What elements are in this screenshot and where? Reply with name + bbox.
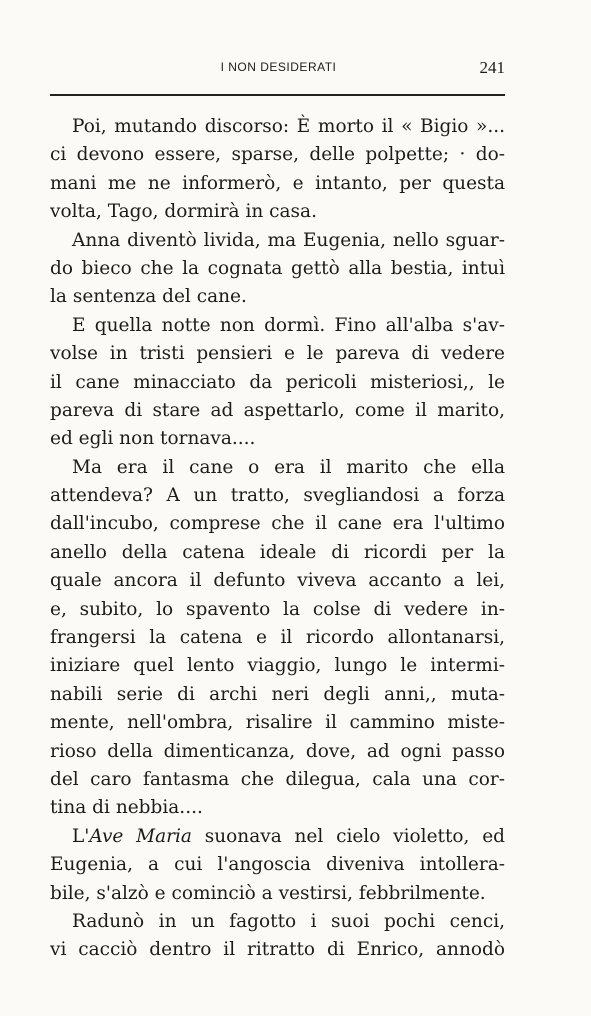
ave-maria-prefix: L' [72,825,90,847]
text-line: Anna diventò livida, ma Eugenia, nello sguar- [72,229,505,251]
text-line: ci devono essere, sparse, delle polpette; · do- [50,144,505,166]
text-line: del caro fantasma che dilegua, cala una cor- [50,768,505,790]
text-line: anello della catena ideale di ricordi per la [50,541,505,563]
ave-maria-rest: suonava nel cielo violetto, ed [204,825,505,847]
text-line: iniziare quel lento viaggio, lungo le intermi- [50,655,505,677]
text-line: mente, nell'ombra, risalire il cammino miste- [50,712,505,734]
text-line: Radunò in un fagotto i suoi pochi cenci, [72,910,505,932]
text-line: attendeva? A un tratto, svegliandosi a forza [50,485,505,507]
text-line: nabili serie di archi neri degli anni,, muta- [50,683,505,705]
text-line: volse in tristi pensieri e le pareva di vedere [50,343,505,365]
text-line: quale ancora il defunto viveva accanto a lei, [50,570,505,592]
body-text [50,113,505,965]
text-line: ed egli non tornava.... [50,428,256,450]
text-line: volta, Tago, dormirà in casa. [50,201,317,223]
text-line: Ma era il cane o era il marito che ella [72,456,505,478]
running-head [52,60,505,82]
page-number: 241 [479,58,505,77]
text-line: Eugenia, a cui l'angoscia diveniva intollera- [50,854,505,876]
text-line: E quella notte non dormì. Fino all'alba s'av- [72,314,505,336]
header-rule [50,94,505,96]
text-line: e, subito, lo spavento la colse di vedere in- [50,598,505,620]
text-line: vi cacciò dentro il ritratto di Enrico, annodò [50,939,505,961]
text-line: do bieco che la cognata gettò alla bestia, intuì [50,257,505,279]
text-line: pareva di stare ad aspettarlo, come il marito, [50,399,505,421]
running-title: I NON DESIDERATI [220,60,337,74]
text-line: frangersi la catena e il ricordo allontanarsi, [50,627,505,649]
text-line: bile, s'alzò e cominciò a vestirsi, febbrilmente. [50,882,486,904]
text-line: dall'incubo, comprese che il cane era l'ultimo [50,513,505,535]
text-line-ave-maria [50,823,505,851]
ave-maria-italic: Ave Maria [89,825,192,847]
text-line: rioso della dimenticanza, dove, ad ogni passo [50,740,505,762]
text-line: tina di nebbia.... [50,797,203,819]
text-line: mani me ne informerò, e intanto, per questa [50,172,505,194]
text-line: il cane minacciato da pericoli misteriosi,, le [50,371,505,393]
text-line: Poi, mutando discorso: È morto il « Bigio »... [72,116,505,137]
text-line: la sentenza del cane. [50,286,247,308]
